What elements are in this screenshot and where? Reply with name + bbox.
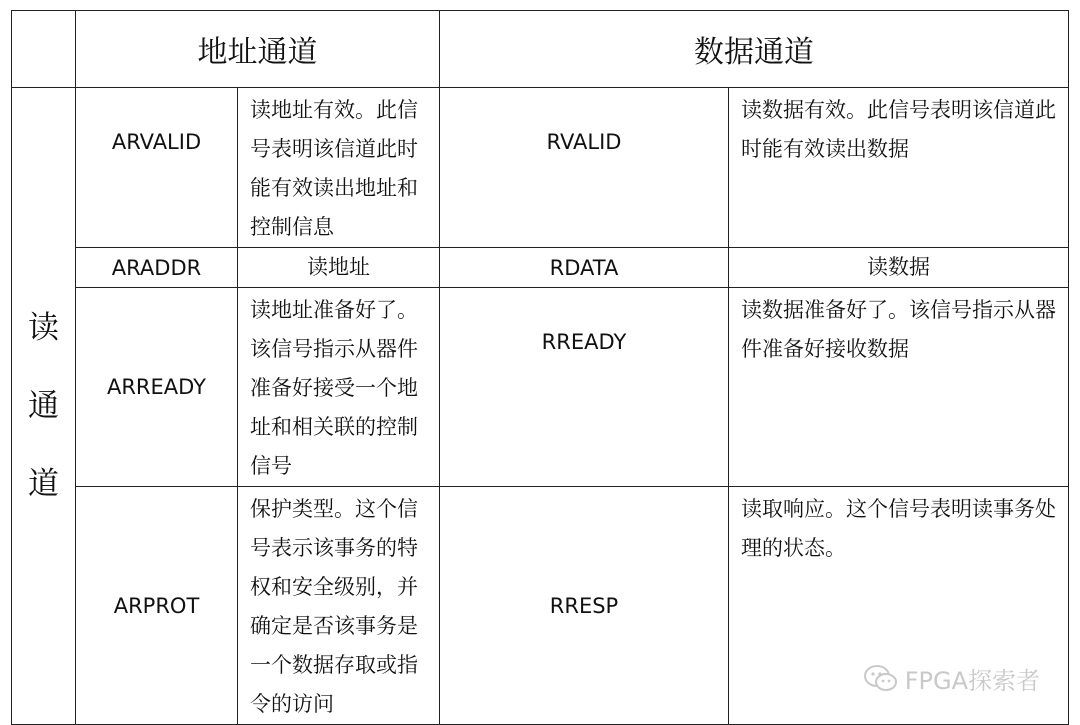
addr-desc-cell: 保护类型。这个信号表示该事务的特权和安全级别，并确定是否该事务是一个数据存取或指令的访问	[238, 487, 440, 725]
table-row	[12, 248, 1069, 288]
header-data-channel: 数据通道	[440, 11, 1069, 88]
data-desc-cell: 读取响应。这个信号表明读事务处理的状态。	[729, 487, 1069, 725]
data-signal-cell: RVALID	[440, 88, 729, 248]
header-side-cell	[12, 11, 76, 88]
side-label-char: 通	[28, 388, 59, 424]
side-label-char: 读	[28, 310, 59, 346]
addr-signal-cell: ARPROT	[76, 487, 238, 725]
watermark	[863, 661, 1040, 696]
addr-desc-cell: 读地址有效。此信号表明该信道此时能有效读出地址和控制信息	[238, 88, 440, 248]
data-desc-cell: 读数据	[729, 248, 1069, 288]
data-signal-cell: RREADY	[440, 288, 729, 487]
addr-signal-cell: ARREADY	[76, 288, 238, 487]
table-row	[12, 88, 1069, 248]
side-label-char: 道	[28, 466, 59, 502]
wechat-icon	[863, 664, 899, 694]
addr-desc-cell: 读地址	[238, 248, 440, 288]
side-label-read-channel	[12, 88, 76, 725]
header-address-channel: 地址通道	[76, 11, 440, 88]
addr-signal-cell: ARADDR	[76, 248, 238, 288]
data-desc-cell: 读数据准备好了。该信号指示从器件准备好接收数据	[729, 288, 1069, 487]
addr-desc-cell: 读地址准备好了。该信号指示从器件准备好接受一个地址和相关联的控制信号	[238, 288, 440, 487]
table-row	[12, 288, 1069, 487]
addr-signal-cell: ARVALID	[76, 88, 238, 248]
data-desc-cell: 读数据有效。此信号表明该信道此时能有效读出数据	[729, 88, 1069, 248]
read-channel-table	[11, 10, 1069, 725]
data-signal-cell: RDATA	[440, 248, 729, 288]
data-signal-cell: RRESP	[440, 487, 729, 725]
table-header-row	[12, 11, 1069, 88]
watermark-text: FPGA探索者	[904, 667, 1040, 695]
